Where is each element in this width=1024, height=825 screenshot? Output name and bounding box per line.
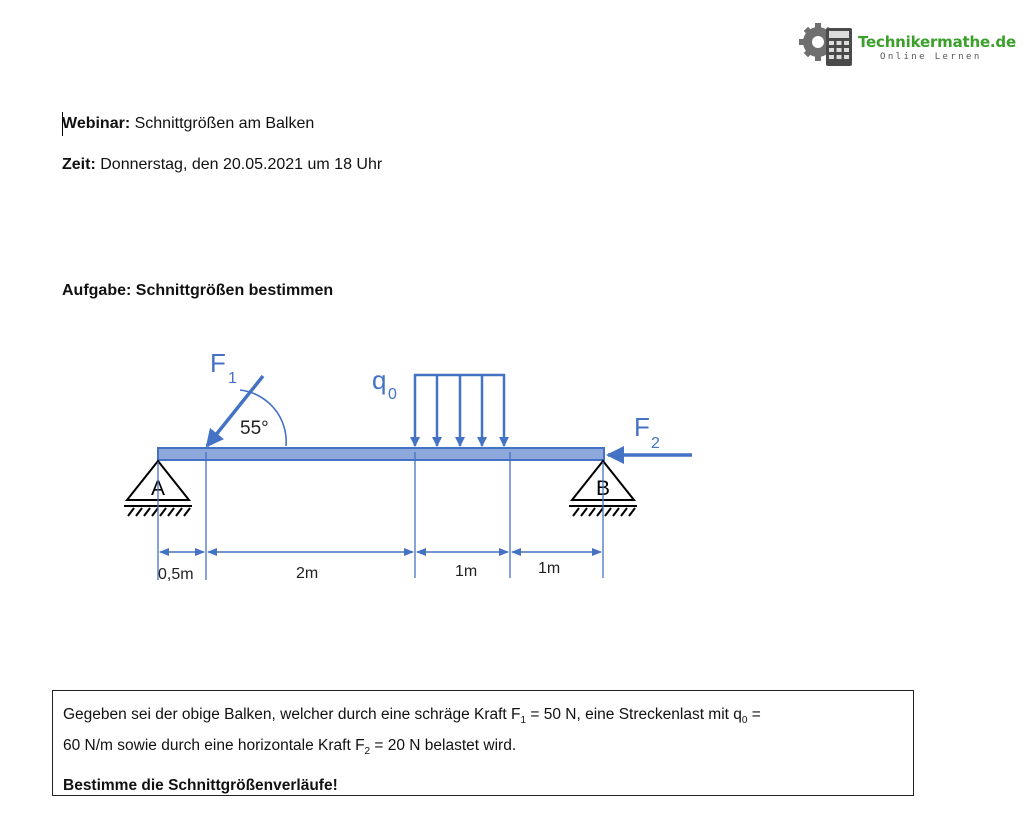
force-f1-sub: 1 [228,370,237,387]
distributed-load-q0 [414,374,505,446]
dim-0-5m: 0,5m [158,566,194,583]
logo-tagline: Online Lernen [880,52,982,62]
dim-2m: 2m [296,565,319,582]
zeit-label: Zeit: [62,156,96,173]
webinar-value: Schnittgrößen am Balken [134,115,315,132]
dim-1m-b: 1m [538,560,561,577]
beam [158,448,604,460]
task-instruction: Bestimme die Schnittgrößenverläufe! [63,777,338,795]
zeit-value: Donnerstag, den 20.05.2021 um 18 Uhr [100,156,383,173]
force-f2-label: F [634,412,650,442]
extension-lines [158,452,603,580]
webinar-label: Webinar: [62,115,131,132]
task-text-box [52,690,914,796]
load-q0-sub: 0 [388,386,397,403]
support-a-label: A [150,477,166,500]
force-f2-sub: 2 [651,435,660,452]
load-q0-label: q [372,365,387,395]
logo-brand: Technikermathe.de [858,33,1016,51]
force-f1-label: F [210,348,226,378]
task-heading: Aufgabe: Schnittgrößen bestimmen [62,282,334,299]
task-description: Gegeben sei der obige Balken, welcher durch eine schräge Kraft $F_1 = 50$ N, eine Streckenlast mit $q_0$ = 60 N/m sowie durch eine horizontale Kraft $F_2 = 20$ N belastet wird. [63,706,761,758]
support-b-label: B [595,477,611,500]
dim-1m-a: 1m [455,563,478,580]
angle-label: 55° [240,418,269,439]
